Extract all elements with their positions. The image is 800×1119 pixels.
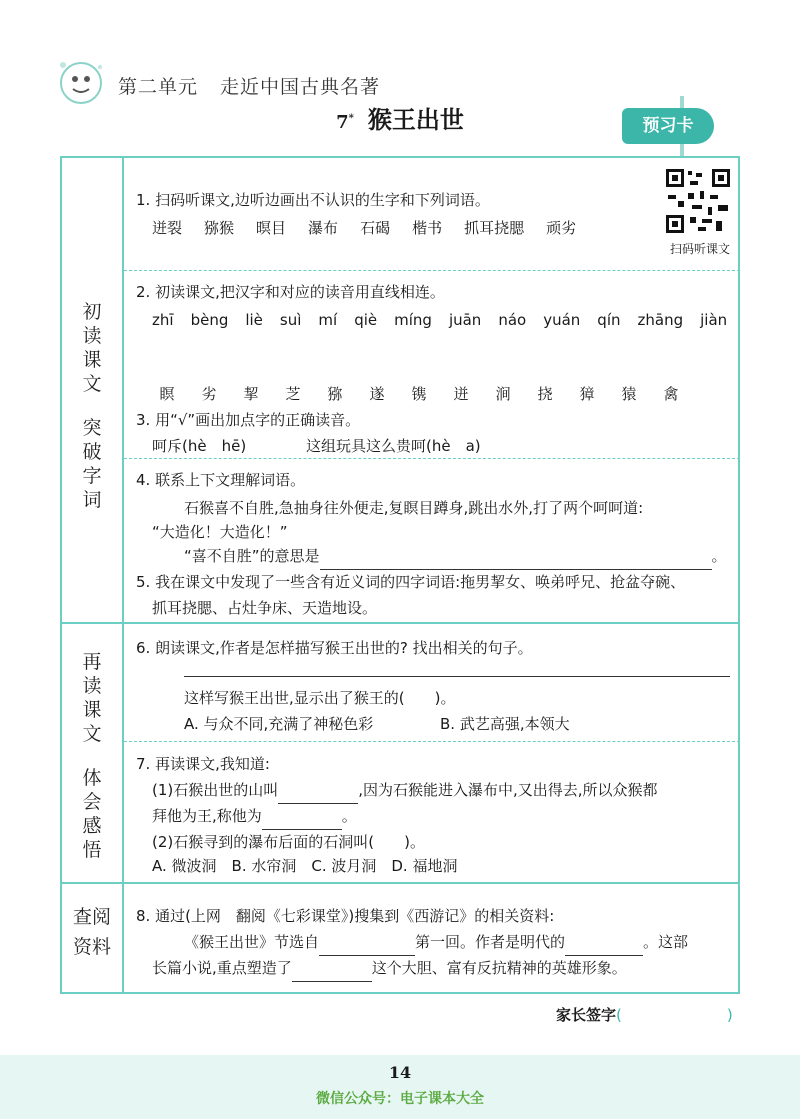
q6-option-a[interactable]: A. 与众不同,充满了神秘色彩	[184, 715, 374, 733]
question-4: 4. 联系上下文理解词语。	[136, 471, 306, 489]
question-5: 5. 我在课文中发现了一些含有近义词的四字词语:拖男挈女、唤弟呼兄、抢盆夺碗、	[136, 573, 686, 591]
section-label-second-read: 再 读 课 文 体 会 感 悟	[82, 651, 102, 861]
question-3: 3. 用“√”画出加点字的正确读音。	[136, 411, 361, 429]
q6-answer-line[interactable]	[184, 676, 730, 677]
parent-signature[interactable]: 家长签字( )	[556, 1006, 733, 1024]
unit-theme: 走近中国古典名著	[220, 76, 381, 98]
q7-line-1: (1)石猴出世的山叫 ,因为石猴能进入瀑布中,又出得去,所以众猴都	[152, 776, 658, 804]
q4-passage-cont: “大造化！大造化！”	[152, 523, 288, 541]
preview-card-badge: 预习卡	[622, 108, 714, 144]
q2-hanzi-row: 瞑 劣 挈 芝 猕 遂 镌 迸 涧 挠 獐 猿 禽	[159, 385, 679, 403]
q6-prompt: 这样写猴王出世,显示出了猴王的( )。	[184, 689, 456, 707]
question-8: 8. 通过(上网 翻阅《七彩课堂》)搜集到《西游记》的相关资料:	[136, 907, 555, 925]
question-6: 6. 朗读课文,作者是怎样描写猴王出世的? 找出相关的句子。	[136, 639, 533, 657]
qr-code-icon[interactable]	[660, 165, 736, 237]
q6-option-b[interactable]: B. 武艺高强,本领大	[440, 715, 570, 733]
q3-item-1: 呵斥(hè hē)	[152, 437, 247, 455]
q4-passage: 石猴喜不自胜,急抽身往外便走,复瞑目蹲身,跳出水外,打了两个呵呵道:	[184, 499, 644, 517]
section-divider	[60, 882, 740, 884]
q3-item-2: 这组玩具这么贵呵(hè a)	[306, 437, 481, 455]
q8-line-1: 《猴王出世》节选自 第一回。作者是明代的 。这部	[184, 928, 688, 956]
lesson-name: 猴王出世	[367, 105, 464, 134]
q8-blank-hero[interactable]	[292, 965, 372, 982]
unit-number: 第二单元	[118, 76, 199, 98]
question-2: 2. 初读课文,把汉字和对应的读音用直线相连。	[136, 283, 445, 301]
qr-caption: 扫码听课文	[669, 242, 730, 256]
unit-title	[118, 72, 402, 99]
q2-pinyin-row: zhī bèng liè suì mí qiè míng juān náo yuán qín zhāng jiàn	[152, 311, 728, 329]
page-number: 14	[388, 1063, 412, 1082]
q8-line-2: 长篇小说,重点塑造了 这个大胆、富有反抗精神的英雄形象。	[152, 954, 627, 982]
lesson-number: 7*	[336, 112, 354, 133]
question-1: 1. 扫码听课文,边听边画出不认识的生字和下列词语。	[136, 191, 490, 209]
question-7: 7. 再读课文,我知道:	[136, 755, 270, 773]
side-column	[60, 156, 124, 994]
row-divider	[124, 270, 740, 271]
row-divider	[124, 741, 740, 742]
section-divider	[60, 622, 740, 624]
q4-prompt: “喜不自胜”的意思是 。	[184, 542, 727, 570]
q7-line-3: (2)石猴寻到的瀑布后面的石洞叫( )。	[152, 833, 425, 851]
wechat-footer: 微信公众号：电子课本大全	[316, 1091, 484, 1107]
section-label-research: 查阅 资料	[72, 906, 111, 958]
q5-cont: 抓耳挠腮、占灶争床、天造地设。	[152, 599, 378, 617]
q1-word-list: 迸裂 猕猴 暝目 瀑布 石碣 楷书 抓耳挠腮 顽劣	[152, 219, 577, 237]
q7-line-2: 拜他为王,称他为 。	[152, 802, 357, 830]
q7-options[interactable]: A. 微波洞 B. 水帘洞 C. 波月洞 D. 福地洞	[152, 857, 458, 875]
section-label-first-read: 初 读 课 文 突 破 字 词	[82, 301, 102, 511]
